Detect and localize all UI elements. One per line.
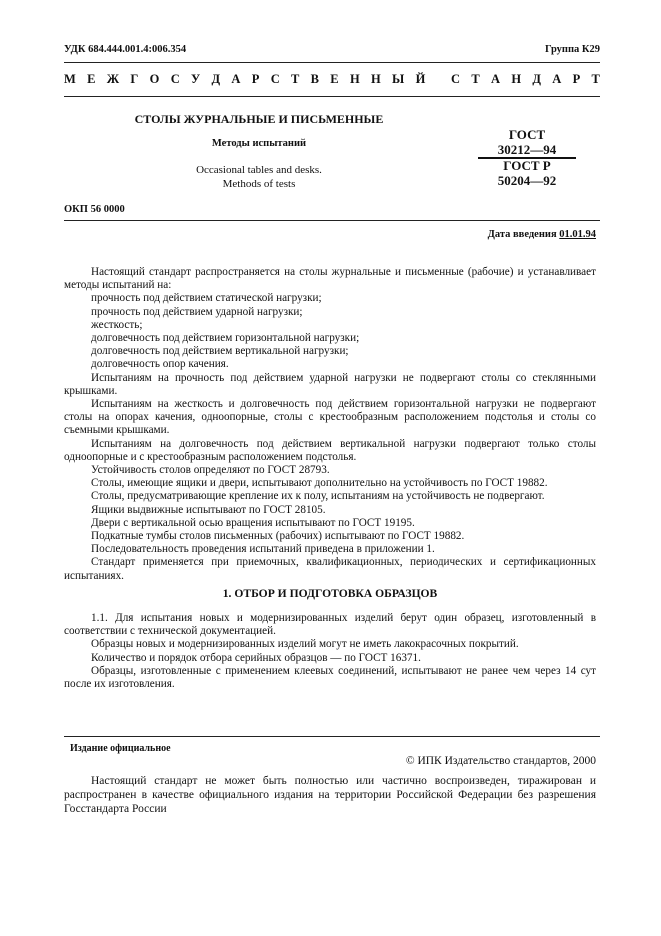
banner-letter: Е: [87, 72, 96, 86]
banner-letter: А: [552, 72, 562, 86]
body-paragraph: долговечность под действием горизонтальной нагрузки;: [91, 332, 360, 345]
banner-letter: С: [170, 72, 180, 86]
section-paragraph: Образцы новых и модернизированных изделий могут не иметь лакокрасочных покрытий.: [91, 638, 519, 651]
effective-date-value: 01.01.94: [559, 229, 596, 240]
reproduction-notice: [64, 774, 596, 816]
body-paragraph: долговечность под действием вертикальной нагрузки;: [91, 345, 349, 358]
body-paragraph: Настоящий стандарт распространяется на столы журнальные и письменные (рабочие) и устанавливает методы испытаний на:: [64, 266, 596, 292]
banner-letter: Д: [532, 72, 541, 86]
body-paragraph: Столы, предусматривающие крепление их к полу, испытаниям на устойчивость не подвергают.: [91, 490, 545, 503]
body-paragraph: Двери с вертикальной осью вращения испытывают по ГОСТ 19195.: [91, 516, 415, 529]
copyright: © ИПК Издательство стандартов, 2000: [405, 755, 596, 767]
document-subtitle: Методы испытаний: [211, 138, 307, 149]
banner-letter: О: [149, 72, 160, 86]
gost-number: 30212—94: [497, 142, 557, 157]
body-paragraph: Стандарт применяется при приемочных, квалификационных, периодических и сертификационных испытаниях.: [64, 556, 596, 582]
banner-rule: [64, 96, 600, 97]
banner-letter: Р: [572, 72, 581, 86]
banner-letter: Н: [370, 72, 381, 86]
body-paragraph: долговечность опор качения.: [91, 358, 229, 371]
effective-date-label: Дата введения: [487, 229, 557, 240]
title-english-2: Methods of tests: [222, 178, 296, 190]
intro-text: [64, 266, 596, 583]
banner-letter: А: [231, 72, 241, 86]
gostr-label: ГОСТ Р: [503, 158, 551, 173]
group-code: Группа К29: [544, 44, 600, 55]
section-paragraph: 1.1. Для испытания новых и модернизированных изделий берут один образец, изготовленный в соответствии с технической документацией.: [64, 612, 596, 638]
edition-label: Издание официальное: [70, 743, 171, 754]
body-paragraph: Последовательность проведения испытаний приведена в приложении 1.: [91, 543, 435, 556]
banner-letter: Д: [211, 72, 221, 86]
body-paragraph: прочность под действием статической нагрузки;: [91, 292, 322, 305]
body-paragraph: Подкатные тумбы столов письменных (рабочих) испытывают по ГОСТ 19882.: [91, 530, 465, 543]
body-paragraph: жесткость;: [91, 318, 143, 331]
banner-letter: Н: [511, 72, 522, 86]
banner-letter: Ж: [106, 72, 120, 86]
section-1-text: [64, 612, 596, 691]
banner-letter: В: [310, 72, 319, 86]
banner-letter: Т: [591, 72, 600, 86]
banner-letter: М: [64, 72, 76, 86]
title-english-1: Occasional tables and desks.: [196, 164, 322, 176]
body-paragraph: Испытаниям на долговечность под действием вертикальной нагрузки подвергают только столы одноопорные и с крестообразным расположением подстолья.: [64, 437, 596, 463]
banner-letter: Г: [130, 72, 139, 86]
notice-text: Настоящий стандарт не может быть полностью или частично воспроизведен, тиражирован и распространен в качестве официального издания на территории Российской Федерации без разрешения Госстандарта России: [64, 775, 596, 815]
banner-letter: Т: [291, 72, 300, 86]
banner-gap: [437, 72, 440, 87]
effective-date: [420, 229, 596, 240]
gost-label: ГОСТ: [508, 127, 546, 142]
footer-rule: [64, 736, 600, 737]
banner-letter: Й: [415, 72, 426, 86]
banner-letter: Ы: [392, 72, 405, 86]
body-paragraph: Столы, имеющие ящики и двери, испытывают дополнительно на устойчивость по ГОСТ 19882.: [91, 477, 548, 490]
banner-letter: С: [451, 72, 461, 86]
banner-letter: С: [270, 72, 280, 86]
body-paragraph: прочность под действием ударной нагрузки;: [91, 305, 303, 318]
banner-letter: А: [491, 72, 501, 86]
section-heading: 1. ОТБОР И ПОДГОТОВКА ОБРАЗЦОВ: [222, 587, 438, 600]
body-paragraph: Испытаниям на прочность под действием ударной нагрузки не подвергают столы со стеклянными крышками.: [64, 371, 596, 397]
section-paragraph: Образцы, изготовленные с применением клеевых соединений, испытывают не ранее чем через 14 сут после их изготовления.: [64, 664, 596, 691]
banner-letter: У: [191, 72, 201, 86]
banner-letter: Т: [471, 72, 480, 86]
body-paragraph: Испытаниям на жесткость и долговечность под действием горизонтальной нагрузки не подвергают столы на опорах качения, одноопорные, столы с крестообразным расположением подстолья и столы со съемными крышками.: [64, 398, 596, 437]
gostr-number: 50204—92: [497, 173, 557, 188]
section-paragraph: Количество и порядок отбора серийных образцов — по ГОСТ 16371.: [91, 651, 421, 664]
banner-letter: Е: [330, 72, 339, 86]
banner-letter: Р: [251, 72, 260, 86]
body-paragraph: Ящики выдвижные испытывают по ГОСТ 28105.: [91, 503, 326, 516]
document-title: СТОЛЫ ЖУРНАЛЬНЫЕ И ПИСЬМЕННЫЕ: [134, 112, 384, 126]
udk-code: УДК 684.444.001.4:006.354: [64, 44, 187, 55]
standard-banner: [64, 72, 600, 87]
top-rule: [64, 62, 600, 63]
body-paragraph: Устойчивость столов определяют по ГОСТ 28793.: [91, 464, 330, 477]
okp-code: ОКП 56 0000: [64, 204, 125, 215]
banner-letter: Н: [349, 72, 360, 86]
okp-rule: [64, 220, 600, 221]
